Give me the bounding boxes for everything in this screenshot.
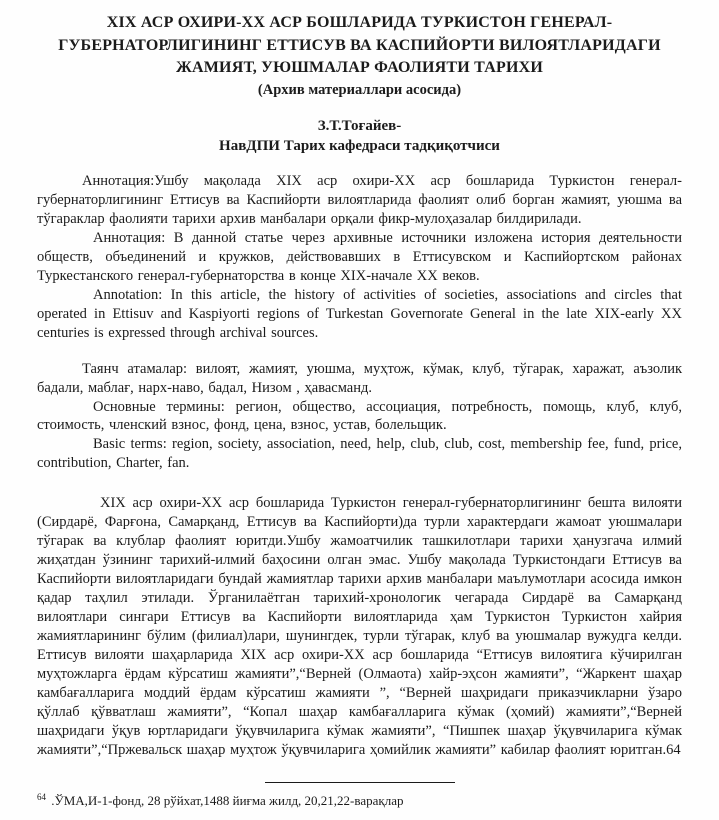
article-title: [37, 12, 682, 80]
article-title-line-1: XIX АСР ОХИРИ-XX АСР БОШЛАРИДА ТУРКИСТОН ГЕНЕРАЛ-: [106, 14, 613, 31]
annotation-uzbek: Аннотация:Ушбу мақолада XIX аср охири-XX аср бошларида Туркистон генерал-губернаторлигининг Еттисув ва Каспийорти вилоятларида фаолият олиб борган жамият, уюшма ва тўгараклар фаолияти тарихи архив манбалари орқали фикр-мулоҳазалар билдирилади.: [37, 172, 682, 227]
author-affiliation: НавДПИ Тарих кафедраси тадқиқотчиси: [219, 138, 500, 155]
annotation-russian: Аннотация: В данной статье через архивные источники изложена история деятельности обществ, объединений и кружков, действовавших в Еттисувском и Каспийортском районах Туркестанского генерал-губернаторства в конце XIX-начале XX веков.: [37, 229, 682, 284]
body-paragraph: XIX аср охири-XX аср бошларида Туркистон генерал-губернаторлигининг бешта вилояти (Сирдарё, Фарғона, Самарқанд, Еттисув ва Каспийорти)да турли характердаги жамоат уюшмалари тўгарак ва клублар фаолият юритди.Ушбу жамоатчилик ташкилотлари тарихи ҳанузгача илмий жиҳатдан ўзининг тарихий-илмий баҳосини олган эмас. Ушбу мақолада Туркистондаги Еттисув ва Каспийорти вилоятларидаги бундай жамиятлар тарихи архив манбалари маълумотлари асосида имкон қадар таҳлил этилади. Ўрганилаётган тарихий-хронологик чегарада Сирдарё ва Самарқанд вилоятлари сингари Еттисув ва Каспийорти вилоятларида ҳам Туркистон Туркистон хайрия жамиятларининг бўлим (филиал)лари, шунингдек, турли тўгарак, клуб ва уюшмалар вужудга келди. Еттисув вилояти шаҳарларида XIX аср охири-XX аср бошларида “Еттисув вилоятига кўчирилган муҳтожларга ёрдам кўрсатиш жамияти”,“Верней (Олмаота) хайр-эҳсон жамияти”, “Жаркент шаҳар камбағалларига моддий ёрдам кўрсатиш жамияти ”, “Верней шаҳридаги приказчикларни ўзаро қўллаб қўвватлаш жамияти”, “Копал шаҳар камбағалларига кўмак (ҳомий) жамияти”,“Верней шаҳридаги ўқув юртларидаги ўқувчиларига кўмак жамияти”, “Пишпек шаҳар ўқувчиларига кўмак жамияти”,“Пржевальск шаҳар муҳтож ўқувчиларига ҳомийлик жамияти” кабилар фаолият юритган.64: [37, 495, 682, 759]
footnote-marker: 64: [37, 791, 46, 802]
annotation-english: Annotation: In this article, the history of activities of societies, associations and circles that operated in Ettisuv and Kaspiyorti regions of Turkestan Governorate General in the late XIX-early XX centuries is expressed through archival sources.: [37, 286, 682, 341]
author-name: З.Т.Тоғайев-: [317, 118, 402, 135]
article-title-line-3: ЖАМИЯТ, УЮШМАЛАР ФАОЛИЯТИ ТАРИХИ: [175, 59, 543, 77]
article-subtitle: (Архив материаллари асосида): [257, 82, 462, 99]
footnote-separator: [265, 782, 455, 783]
keywords-uzbek: Таянч атамалар: вилоят, жамият, уюшма, муҳтож, кўмак, клуб, тўгарак, харажат, аъзолик бадали, маблағ, нарх-наво, бадал, Низом , ҳавасманд.: [37, 360, 682, 396]
keywords-russian: Основные термины: регион, общество, ассоциация, потребность, помощь, клуб, клуб, стоимость, членский взнос, фонд, цена, взнос, устав, болельщик.: [37, 398, 682, 434]
keywords-section: [37, 360, 682, 474]
keywords-english: Basic terms: region, society, association, need, help, club, club, cost, membership fee, fund, price, contribution, Charter, fan.: [37, 436, 682, 472]
footnote: [37, 792, 682, 810]
footnote-text: .ЎМА,И-1-фонд, 28 рўйхат,1488 йиғма жилд, 20,21,22-варақлар: [48, 793, 404, 809]
annotations-section: [37, 172, 682, 343]
author-block: [37, 116, 682, 157]
article-title-line-2: ГУБЕРНАТОРЛИГИНИНГ ЕТТИСУВ ВА КАСПИЙОРТИ ВИЛОЯТЛАРИДАГИ: [58, 36, 661, 54]
